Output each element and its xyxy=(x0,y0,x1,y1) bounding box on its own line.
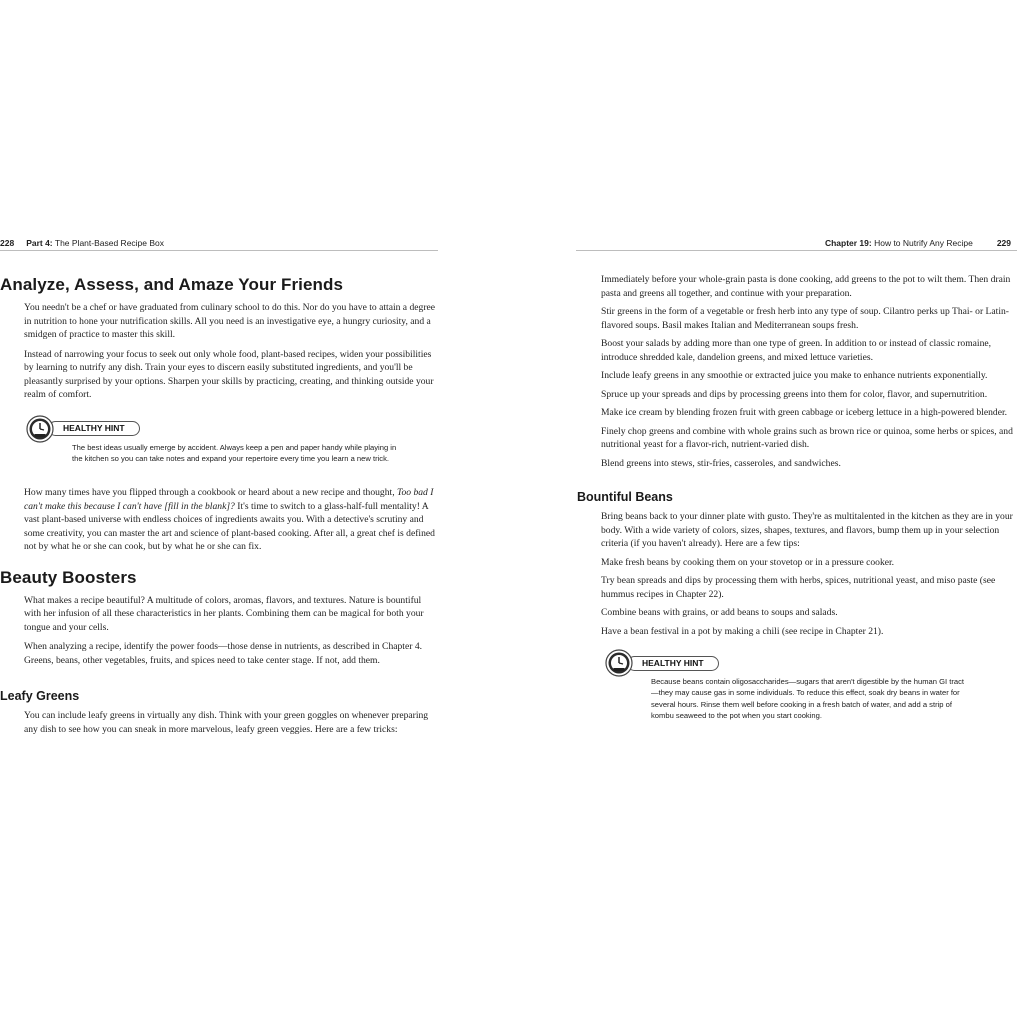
list-item: Immediately before your whole-grain pasta is done cooking, add greens to the pot to wilt them. Then drain pasta and greens all together, and continue with your preparation. xyxy=(601,274,1011,299)
section-heading-analyze: Analyze, Assess, and Amaze Your Friends xyxy=(0,275,344,294)
list-item: Make fresh beans by cooking them on your stovetop or in a pressure cooker. xyxy=(601,556,895,568)
healthy-hint-box xyxy=(605,650,1017,722)
page-number: 229 xyxy=(996,238,1011,248)
paragraph: When analyzing a recipe, identify the power foods—those dense in nutrients, as described in Chapter 4. Greens, beans, other vegetables, fruits, and spices need to take center stage. If not, add them. xyxy=(24,641,423,666)
list-item: Include leafy greens in any smoothie or extracted juice you make to enhance nutrients exponentially. xyxy=(601,370,988,381)
healthy-hint-text: The best ideas usually emerge by accident. Always keep a pen and paper handy while playing in the kitchen so you can take notes and expand your repertoire every time you learn a new trick. xyxy=(72,442,397,463)
list-item: Finely chop greens and combine with whole grains such as brown rice or quinoa, some herbs or spices, and nutritional yeast for a flavor-rich, nutrient-varied dish. xyxy=(601,425,1013,450)
chapter-title-text: How to Nutrify Any Recipe xyxy=(874,238,973,248)
chapter-label: Chapter 19: xyxy=(824,238,872,248)
left-page xyxy=(0,238,438,742)
paragraph: You can include leafy greens in virtually any dish. Think with your green goggles on whenever preparing any dish to see how you can sneak in more marvelous, leafy green veggies. Here are a few tricks: xyxy=(24,710,429,735)
running-head-right xyxy=(576,238,1017,251)
section-heading-beauty-boosters: Beauty Boosters xyxy=(0,567,137,587)
list-item: Make ice cream by blending frozen fruit with green cabbage or iceberg lettuce in a high-powered blender. xyxy=(601,407,1008,418)
section-heading-bountiful-beans: Bountiful Beans xyxy=(577,490,673,504)
healthy-hint-text: Because beans contain oligosaccharides—sugars that aren't digestible by the human GI tract—they may cause gas in some individuals. To reduce this effect, soak dry beans in water for several hours. Rinse them well before cooking in a fresh batch of water, and add a strip of kombu seaweed to the pot when you start cooking. xyxy=(651,677,964,721)
part-label: Part 4: xyxy=(26,238,53,248)
healthy-hint-label: HEALTHY HINT xyxy=(627,656,719,671)
paragraph-end: It's time to switch to a glass-half-full mentality! A vast plant-based universe with endless choices of ingredients awaits you. With a detective's scrutiny and some creativity, you can master the art and science of plant-based cooking. After all, a great chef is defined not by what he or she can cook, but by what he or she can fix. xyxy=(24,500,435,553)
part-title-text: The Plant-Based Recipe Box xyxy=(54,238,165,248)
list-item: Combine beans with grains, or add beans to soups and salads. xyxy=(601,607,838,618)
paragraph: Instead of narrowing your focus to seek out only whole food, plant-based recipes, widen your possibilities by learning to nutrify any dish. Train your eyes to discern easily substituted ingredients, and you'll be pleasantly surprised by your options. Sharpen your skills by practicing, creating, and thinking outside your realm of comfort. xyxy=(24,348,434,400)
page-number: 228 xyxy=(0,238,15,248)
paragraph-italic: Too bad I can't make this because I can't have [fill in the blank]? xyxy=(24,487,434,512)
paragraph xyxy=(24,486,438,554)
running-head-left xyxy=(0,238,438,251)
list-item: Spruce up your spreads and dips by processing greens into them for color, flavor, and supernutrition. xyxy=(601,388,988,400)
paragraph-start: How many times have you flipped through a cookbook or heard about a new recipe and thought, xyxy=(24,487,395,499)
stopwatch-icon xyxy=(26,415,54,443)
paragraph: You needn't be a chef or have graduated from culinary school to do this. Nor do you have to attain a degree in nutrition to hone your nutrification skills. All you need is an investigative eye, a hungry curiosity, and a smidgen of practice to master this skill. xyxy=(24,302,436,340)
list-item: Have a bean festival in a pot by making a chili (see recipe in Chapter 21). xyxy=(601,625,884,637)
list-item: Try bean spreads and dips by processing them with herbs, spices, nutritional yeast, and miso paste (see hummus recipes in Chapter 22). xyxy=(601,575,996,600)
paragraph: Bring beans back to your dinner plate with gusto. They're as multitalented in the kitchen as they are in your body. With a wide variety of colors, sizes, shapes, textures, and flavors, bump them up in your selection criteria (if you haven't already). Here are a few tips: xyxy=(601,511,1013,549)
part-title xyxy=(26,238,164,248)
healthy-hint-box xyxy=(26,416,438,465)
paragraph: What makes a recipe beautiful? A multitude of colors, aromas, flavors, and textures. Nature is bountiful with her infusion of all these characteristics in her plants. Combining them can be magical for both your tongue and your cells. xyxy=(24,594,424,633)
list-item: Boost your salads by adding more than one type of green. In addition to or instead of classic romaine, introduce shredded kale, dandelion greens, and mixed lettuce varieties. xyxy=(601,338,992,363)
greens-tips-list xyxy=(577,273,1017,470)
section-heading-leafy-greens: Leafy Greens xyxy=(0,689,80,704)
list-item: Stir greens in the form of a vegetable or fresh herb into any type of soup. Cilantro perks up Thai- or Latin-flavored soups. Basil makes Italian and Mediterranean soups fresh. xyxy=(601,306,1009,331)
beans-tips-list xyxy=(577,510,1017,638)
list-item: Blend greens into stews, stir-fries, casseroles, and sandwiches. xyxy=(601,457,841,469)
healthy-hint-badge xyxy=(605,650,1017,676)
stopwatch-icon xyxy=(605,649,633,677)
right-page xyxy=(577,238,1017,738)
chapter-title xyxy=(825,238,973,248)
healthy-hint-label: HEALTHY HINT xyxy=(48,421,140,436)
healthy-hint-badge xyxy=(26,416,438,442)
